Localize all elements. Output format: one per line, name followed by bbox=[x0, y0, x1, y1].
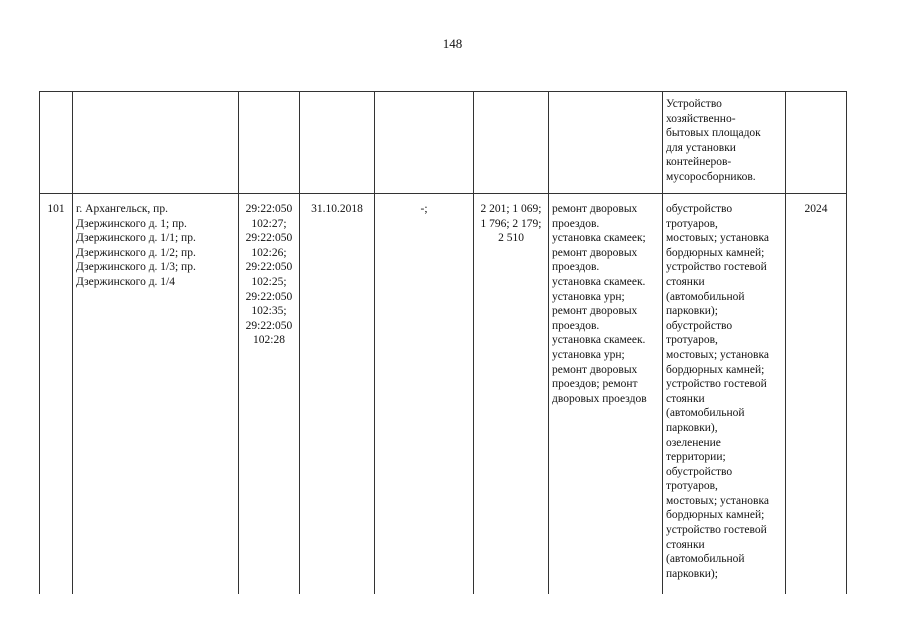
cell-date bbox=[300, 92, 375, 194]
cell-improvements: Устройство хозяйственно- бытовых площадок для установки контейнеров- мусоросборников. bbox=[663, 92, 786, 194]
cell-cadastral bbox=[239, 92, 300, 194]
cell-improvements: обустройство тротуаров, мостовых; установка бордюрных камней; устройство гостевой стоянки (автомобильной парковки); обустройство тротуаров, мостовых; установка бордюрных камней; устройство гостевой стоянки (автомобильной парковки), озеленение территории; обустройство тротуаров, мостовых; установка бордюрных камней; устройство гостевой стоянки (автомобильной парковки); bbox=[663, 194, 786, 595]
document-table bbox=[39, 91, 847, 594]
table-row-101 bbox=[40, 194, 847, 595]
cell-dash bbox=[375, 92, 474, 194]
cell-year bbox=[786, 92, 847, 194]
cell-address: г. Архангельск, пр. Дзержинского д. 1; пр. Дзержинского д. 1/1; пр. Дзержинского д. 1/2; пр. Дзержинского д. 1/3; пр. Дзержинского д. 1/4 bbox=[73, 194, 239, 595]
page-number: 148 bbox=[442, 36, 463, 51]
cell-number bbox=[40, 92, 73, 194]
cell-dash: -; bbox=[375, 194, 474, 595]
cell-areas: 2 201; 1 069; 1 796; 2 179; 2 510 bbox=[474, 194, 549, 595]
cell-year: 2024 bbox=[786, 194, 847, 595]
table-row-continuation bbox=[40, 92, 847, 194]
cell-areas bbox=[474, 92, 549, 194]
cell-repairs: ремонт дворовых проездов. установка скамеек; ремонт дворовых проездов. установка скамеек. установка урн; ремонт дворовых проездов. установка скамеек. установка урн; ремонт дворовых проездов; ремонт дворовых проездов bbox=[549, 194, 663, 595]
cell-number: 101 bbox=[40, 194, 73, 595]
cell-address bbox=[73, 92, 239, 194]
cell-repairs bbox=[549, 92, 663, 194]
cell-cadastral: 29:22:050 102:27; 29:22:050 102:26; 29:22:050 102:25; 29:22:050 102:35; 29:22:050 102:28 bbox=[239, 194, 300, 595]
cell-date: 31.10.2018 bbox=[300, 194, 375, 595]
